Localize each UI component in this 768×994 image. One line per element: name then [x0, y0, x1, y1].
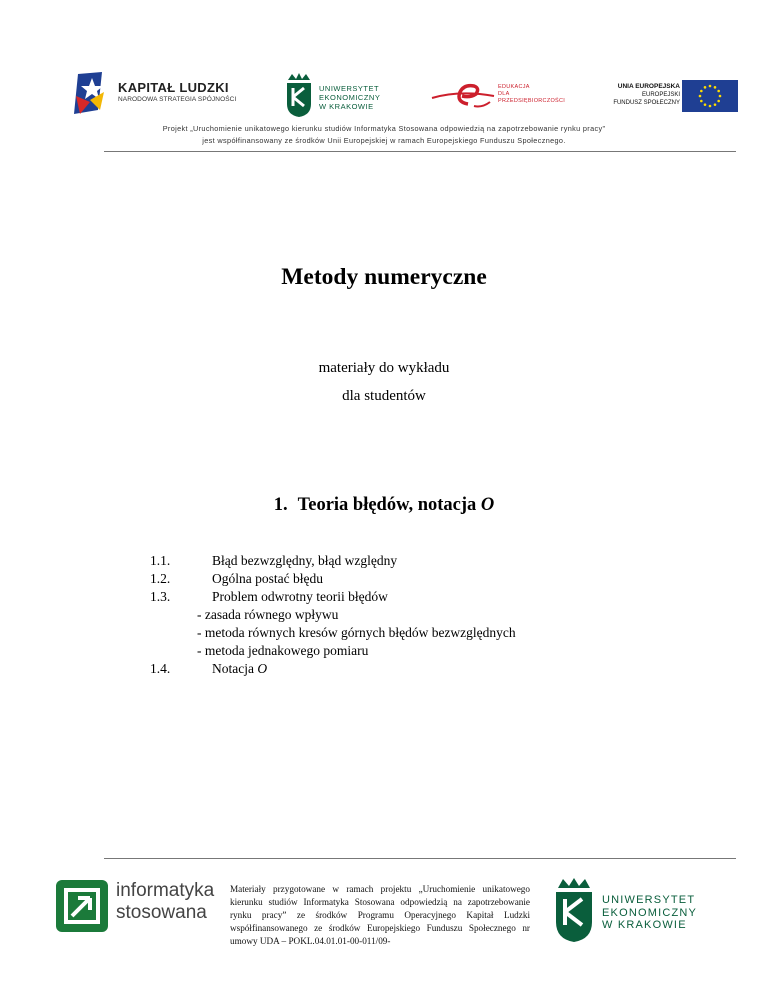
- eu-star-icon: [714, 103, 717, 106]
- uek-footer-name: UNIWERSYTET EKONOMICZNY W KRAKOWIE: [602, 894, 698, 931]
- eu-star-icon: [700, 100, 703, 103]
- kapital-ludzki-subtitle: NARODOWA STRATEGIA SPÓJNOŚCI: [118, 96, 237, 103]
- eu-star-icon: [704, 103, 707, 106]
- kapital-ludzki-title: KAPITAŁ LUDZKI: [118, 80, 229, 95]
- document-subtitle-1: materiały do wykładu: [318, 360, 450, 376]
- eu-flag-icon: [682, 80, 738, 112]
- eu-star-icon: [714, 86, 717, 89]
- edukacja-logo: [430, 78, 570, 112]
- toc-item: 1.3. Problem odwrotny teorii błędów: [150, 589, 388, 604]
- chapter-heading: [0, 495, 768, 516]
- uek-header-name: UNIWERSYTET EKONOMICZNY W KRAKOWIE: [319, 84, 381, 111]
- uek-crest-icon: [552, 876, 596, 944]
- uek-footer-logo: [552, 876, 722, 944]
- chapter-symbol: O: [480, 495, 495, 515]
- chapter-number: 1.: [273, 495, 288, 515]
- toc-item: 1.4. Notacja O: [150, 661, 268, 676]
- eu-star-icon: [717, 100, 720, 103]
- document-title: Metody numeryczne: [281, 264, 487, 290]
- edukacja-name: EDUKACJA DLA PRZEDSIĘBIORCZOŚCI: [498, 84, 566, 104]
- eu-star-icon: [699, 95, 702, 98]
- informatyka-stosowana-name: informatyka stosowana: [116, 880, 215, 923]
- footer-divider: [104, 858, 736, 859]
- footer-funding-note: Materiały przygotowane w ramach projektu „Uruchomienie unikatowego kierunku studiów Informatyka Stosowana odpowiedzią na zapotrzebowanie rynku pracy” ze środków Programu Operacyjnego Kapitał Ludzki współfinansowanego ze środków Europejskiego Funduszu Społecznego nr umowy UDA – POKL.04.01.01-00-011/09-: [230, 884, 530, 946]
- toc-subitem: - metoda równych kresów górnych błędów bezwzględnych: [197, 625, 516, 640]
- informatyka-stosowana-icon: [56, 880, 108, 932]
- toc-subitem: - metoda jednakowego pomiaru: [197, 643, 369, 658]
- eu-star-icon: [717, 90, 720, 93]
- eu-star-icon: [709, 85, 712, 88]
- eu-star-icon: [709, 105, 712, 108]
- eu-star-icon: [700, 90, 703, 93]
- project-note-line-1: Projekt „Uruchomienie unikatowego kierunku studiów Informatyka Stosowana odpowiedzią na zapotrzebowanie rynku pracy”: [162, 124, 606, 133]
- uek-crest-icon: [284, 72, 314, 118]
- toc-subitem: - zasada równego wpływu: [197, 607, 339, 622]
- uek-header-logo: [284, 72, 414, 118]
- chapter-text: Teoria błędów, notacja: [297, 495, 481, 515]
- document-subtitle-2: dla studentów: [342, 388, 426, 404]
- eu-logo: [608, 80, 738, 112]
- toc-item: 1.1. Błąd bezwzględny, błąd względny: [150, 553, 398, 568]
- eu-star-icon: [719, 95, 722, 98]
- project-note-line-2: jest współfinansowany ze środków Unii Europejskiej w ramach Europejskiego Funduszu Społecznego.: [202, 136, 566, 145]
- eu-star-icon: [704, 86, 707, 89]
- toc-item: 1.2. Ogólna postać błędu: [150, 571, 323, 586]
- eu-name: UNIA EUROPEJSKA EUROPEJSKI FUNDUSZ SPOŁECZNY: [613, 83, 680, 106]
- header-divider: [104, 151, 736, 152]
- edukacja-swoosh-icon: [430, 78, 498, 112]
- kapital-ludzki-logo: [72, 70, 242, 116]
- informatyka-stosowana-logo: [56, 878, 216, 934]
- kapital-ludzki-emblem-icon: [72, 70, 114, 116]
